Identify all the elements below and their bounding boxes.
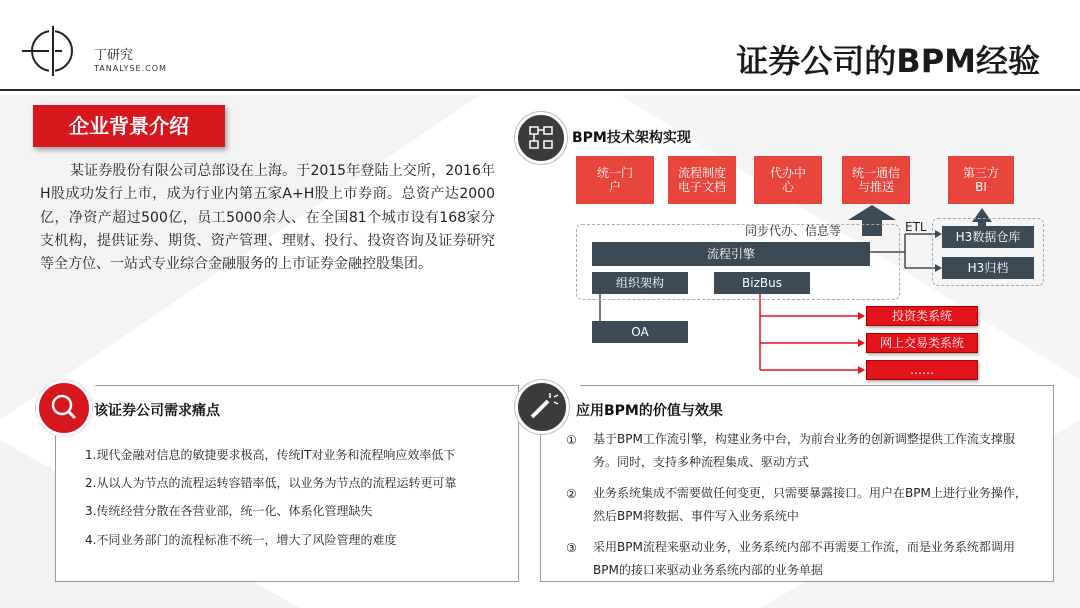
pain-points-title: 该证券公司需求痛点 [94,403,220,419]
value-item-text: 业务系统集成不需要做任何变更，只需要暴露接口。用户在BPM上进行业务操作，然后BPM将数据、事件写入业务系统中 [593,486,1027,523]
pain-point-item: 1.现代金融对信息的敏捷要求极高，传统IT对业务和流程响应效率低下 [85,448,456,462]
box-more-systems: …… [866,360,978,380]
logo-sub: TANALYSE.COM [94,64,167,73]
box-h3-warehouse: H3数据仓库 [942,226,1034,248]
box-bizbus: BizBus [714,272,810,294]
pain-points-icon [36,380,92,436]
box-h3-archive: H3归档 [942,257,1034,279]
value-item-number: ② [566,487,577,501]
value-item-number: ① [566,433,577,447]
value-icon [515,380,569,434]
box-online-trading-system: 网上交易类系统 [866,333,978,353]
box-todo-center: 代办中心 [754,156,822,204]
wand-icon [518,383,566,431]
magnifier-icon [39,383,89,433]
page-title: 证券公司的BPM经验 [736,42,1040,80]
box-process-doc: 流程制度电子文档 [668,156,736,204]
value-title: 应用BPM的价值与效果 [576,403,723,419]
etl-label: ETL [905,220,927,234]
box-process-engine: 流程引擎 [592,242,870,266]
background-text: 某证券股份有限公司总部设在上海。于2015年登陆上交所，2016年H股成功发行上市，成为行业内第五家A+H股上市券商。总资产达2000亿，净资产超过500亿，员工5000余人、在全国81个城市设有168家分支机构，提供证券、期货、资产管理、理财、投行、投资咨询及证券研究等全方位、一站式专业综合金融服务的上市证券金融控股集团。 [40,163,495,273]
value-item-number: ③ [566,541,577,555]
background-heading: 企业背景介绍 [33,105,225,147]
box-org-structure: 组织架构 [592,272,688,294]
value-item-text: 基于BPM工作流引擎，构建业务中台，为前台业务的创新调整提供工作流支撑服务。同时，支持多种流程集成、驱动方式 [593,432,1015,469]
architecture-title: BPM技术架构实现 [572,130,691,146]
pain-point-item: 2.从以人为节点的流程运转容错率低，以业务为节点的流程运转更可靠 [85,476,457,490]
box-oa: OA [592,321,688,343]
box-investment-system: 投资类系统 [866,306,978,326]
box-unified-notify: 统一通信与推送 [842,156,910,204]
pain-point-item: 3.传统经营分散在各营业部，统一化、体系化管理缺失 [85,504,373,518]
sync-label: 同步代办、信息等 [745,224,842,238]
box-third-party-bi: 第三方BI [948,156,1014,204]
box-unified-portal: 统一门户 [576,156,654,204]
logo-name: 丁研究 [94,48,134,63]
pain-points-panel-top [95,385,518,386]
pain-point-item: 4.不同业务部门的流程标准不统一，增大了风险管理的难度 [85,533,397,547]
value-panel-top [580,385,1053,386]
value-item-text: 采用BPM流程来驱动业务，业务系统内部不再需要工作流，而是业务系统都调用BPM的接口来驱动业务系统内部的业务单据 [593,540,1015,577]
